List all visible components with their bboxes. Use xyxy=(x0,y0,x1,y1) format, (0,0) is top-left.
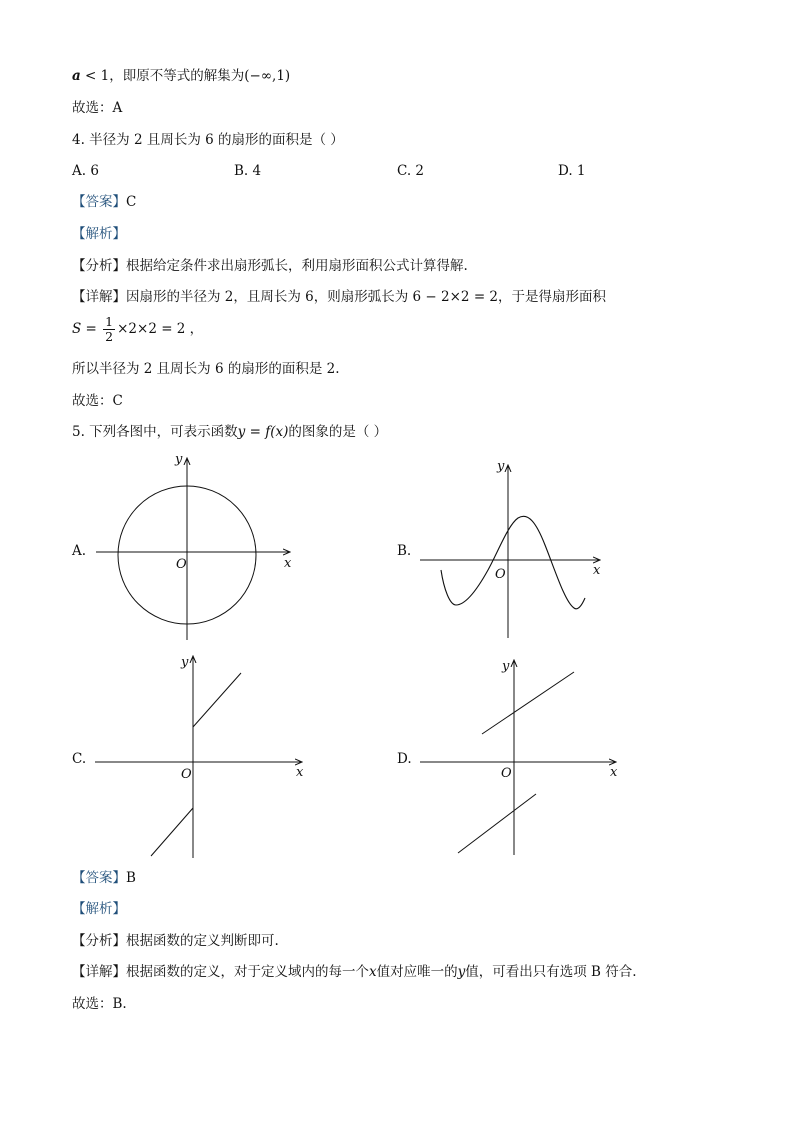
solution-line-1: a < 1，即原不等式的解集为(−∞,1) xyxy=(72,68,291,84)
q5-answer: 【答案】B xyxy=(72,870,136,886)
svg-text:y: y xyxy=(181,655,189,670)
svg-text:x: x xyxy=(296,765,304,780)
svg-text:O: O xyxy=(495,567,506,582)
svg-text:O: O xyxy=(501,766,512,781)
q5-fenxi: 【分析】根据函数的定义判断即可. xyxy=(72,933,279,949)
q4-option-a: A. 6 xyxy=(72,163,99,179)
svg-text:O: O xyxy=(181,767,192,782)
graph-label-c: C. xyxy=(72,751,87,767)
graph-label-a: A. xyxy=(72,543,87,559)
q4-jiexi-tag: 【解析】 xyxy=(72,226,126,242)
q5-jiexi-tag: 【解析】 xyxy=(72,901,126,917)
q5-stem: 5. 下列各图中，可表示函数y = f(x)的图象的是（ ） xyxy=(72,424,388,440)
q5-choose: 故选：B. xyxy=(72,996,127,1012)
fraction-one-half: $\frac{1}{2}$ xyxy=(105,314,114,344)
svg-text:O: O xyxy=(176,557,187,572)
var-a: a xyxy=(72,68,81,84)
svg-text:x: x xyxy=(593,563,601,578)
q4-option-d: D. 1 xyxy=(558,163,586,179)
svg-text:y: y xyxy=(502,659,510,674)
q4-choose: 故选：C xyxy=(72,393,123,409)
q4-option-b: B. 4 xyxy=(234,163,262,179)
q4-option-c: C. 2 xyxy=(397,163,425,179)
svg-text:y: y xyxy=(497,459,505,474)
q5-xiangjie: 【详解】根据函数的定义，对于定义域内的每一个x值对应唯一的y值，可看出只有选项 B 符合. xyxy=(72,964,637,980)
svg-text:x: x xyxy=(610,765,618,780)
q4-answer: 【答案】C xyxy=(72,194,137,210)
svg-text:y: y xyxy=(175,452,183,467)
graph-label-d: D. xyxy=(397,751,412,767)
q4-stem: 4. 半径为 2 且周长为 6 的扇形的面积是（ ） xyxy=(72,132,344,148)
choice-line-top: 故选：A xyxy=(72,100,123,116)
q4-conclusion: 所以半径为 2 且周长为 6 的扇形的面积是 2. xyxy=(72,361,340,377)
q4-formula: S = $\frac{1}{2}$ ×2×2 = 2 ， xyxy=(72,314,204,344)
svg-text:x: x xyxy=(284,556,292,571)
q4-fenxi: 【分析】根据给定条件求出扇形弧长，利用扇形面积公式计算得解. xyxy=(72,258,468,274)
graph-label-b: B. xyxy=(397,543,412,559)
q4-xiangjie: 【详解】因扇形的半径为 2，且周长为 6，则扇形弧长为 6 − 2×2 = 2，于是得扇形面积 xyxy=(72,289,607,305)
